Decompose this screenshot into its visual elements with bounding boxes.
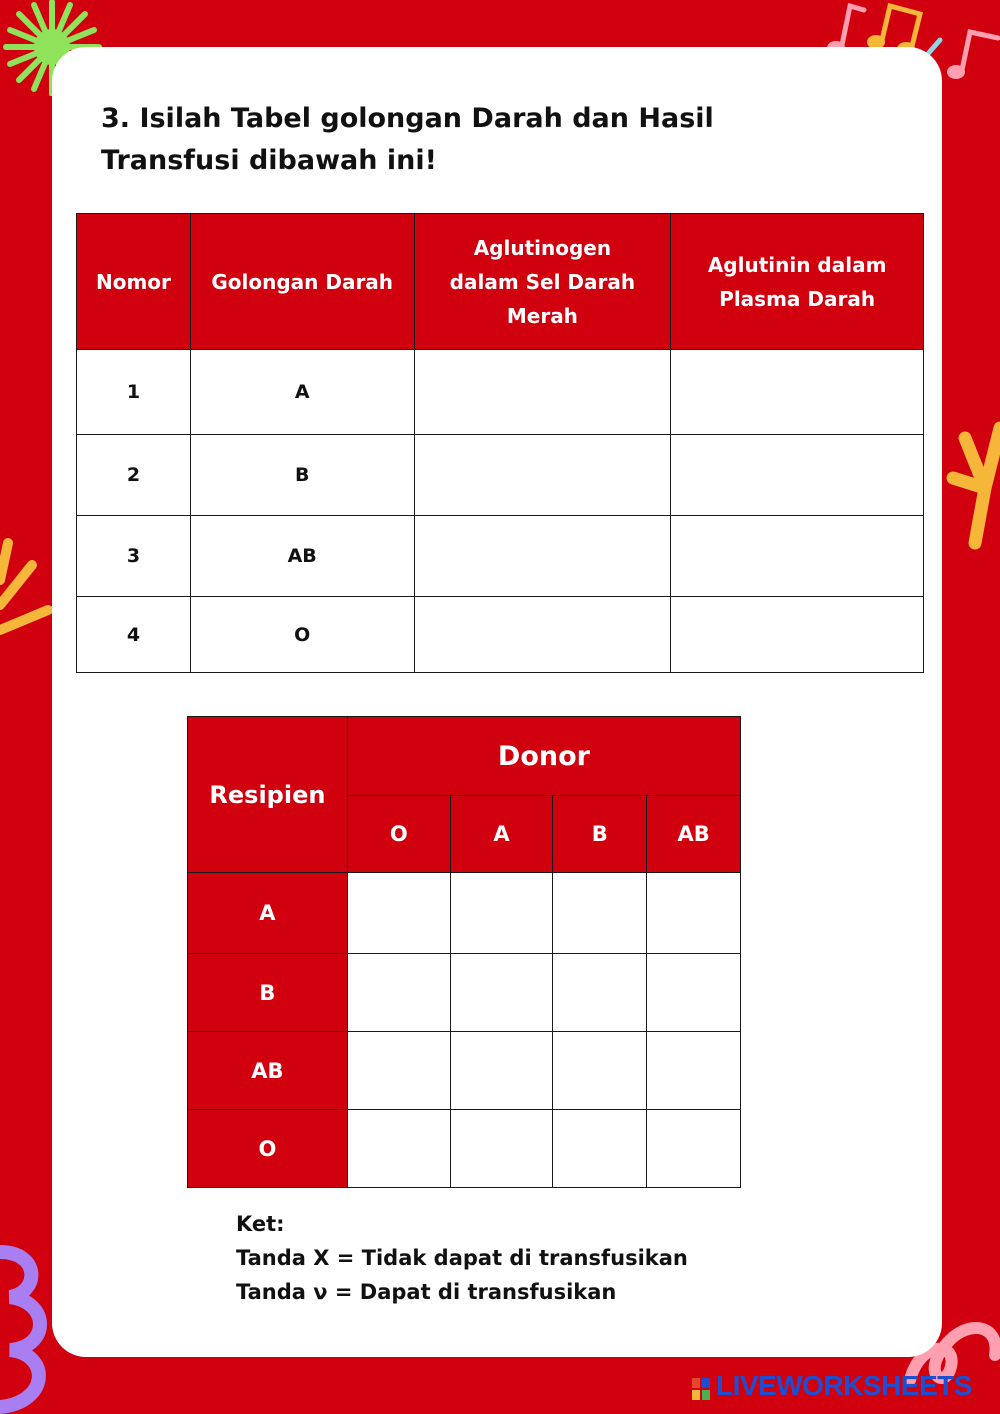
donor-type-b: B — [553, 796, 647, 873]
question-title: 3. Isilah Tabel golongan Darah dan Hasil Transfusi dibawah ini! — [101, 103, 714, 176]
liveworksheets-logo-icon — [692, 1378, 710, 1400]
row-number: 2 — [77, 435, 191, 516]
blood-group-table — [76, 213, 924, 673]
transfusion-answer-cell[interactable] — [647, 1032, 741, 1110]
donor-header-row — [188, 717, 741, 796]
table-row — [188, 1110, 741, 1188]
transfusion-answer-cell[interactable] — [347, 873, 450, 954]
transfusion-answer-cell[interactable] — [553, 1110, 647, 1188]
transfusion-answer-cell[interactable] — [450, 954, 553, 1032]
aglutinin-answer-cell[interactable] — [671, 350, 924, 435]
resipien-type: A — [188, 873, 348, 954]
row-blood-group: AB — [190, 516, 414, 597]
header-nomor: Nomor — [77, 214, 191, 350]
transfusion-answer-cell[interactable] — [450, 1110, 553, 1188]
table-row — [77, 435, 924, 516]
header-aglutinogen: Aglutinogen dalam Sel Darah Merah — [414, 214, 671, 350]
row-number: 3 — [77, 516, 191, 597]
resipien-type: AB — [188, 1032, 348, 1110]
legend-notes — [236, 1207, 688, 1309]
resipien-type: O — [188, 1110, 348, 1188]
row-number: 1 — [77, 350, 191, 435]
table-header-row — [77, 214, 924, 350]
transfusion-answer-cell[interactable] — [647, 873, 741, 954]
transfusion-answer-cell[interactable] — [553, 873, 647, 954]
header-aglutinin: Aglutinin dalam Plasma Darah — [671, 214, 924, 350]
aglutinogen-answer-cell[interactable] — [414, 350, 671, 435]
transfusion-answer-cell[interactable] — [347, 1110, 450, 1188]
aglutinogen-answer-cell[interactable] — [414, 435, 671, 516]
transfusion-answer-cell[interactable] — [347, 954, 450, 1032]
legend-line-v: Tanda ν = Dapat di transfusikan — [236, 1280, 617, 1304]
legend-heading: Ket: — [236, 1212, 285, 1236]
row-blood-group: A — [190, 350, 414, 435]
transfusion-answer-cell[interactable] — [647, 1110, 741, 1188]
aglutinogen-answer-cell[interactable] — [414, 597, 671, 673]
aglutinin-answer-cell[interactable] — [671, 435, 924, 516]
aglutinin-answer-cell[interactable] — [671, 516, 924, 597]
table-row — [77, 516, 924, 597]
row-number: 4 — [77, 597, 191, 673]
table-row — [188, 873, 741, 954]
resipien-type: B — [188, 954, 348, 1032]
transfusion-table — [187, 716, 741, 1188]
transfusion-answer-cell[interactable] — [553, 1032, 647, 1110]
transfusion-answer-cell[interactable] — [347, 1032, 450, 1110]
liveworksheets-brand[interactable]: LIVEWORKSHEETS — [716, 1370, 972, 1401]
donor-type-a: A — [450, 796, 553, 873]
donor-header: Donor — [347, 717, 740, 796]
table-row — [77, 350, 924, 435]
transfusion-answer-cell[interactable] — [450, 873, 553, 954]
orange-starburst-icon — [945, 418, 1000, 553]
aglutinin-answer-cell[interactable] — [671, 597, 924, 673]
table-row — [77, 597, 924, 673]
row-blood-group: O — [190, 597, 414, 673]
legend-line-x: Tanda X = Tidak dapat di transfusikan — [236, 1246, 688, 1270]
transfusion-answer-cell[interactable] — [647, 954, 741, 1032]
table-row — [188, 954, 741, 1032]
orange-rays-icon — [0, 535, 55, 640]
transfusion-answer-cell[interactable] — [450, 1032, 553, 1110]
donor-type-o: O — [347, 796, 450, 873]
resipien-header: Resipien — [188, 717, 348, 873]
table-row — [188, 1032, 741, 1110]
row-blood-group: B — [190, 435, 414, 516]
aglutinogen-answer-cell[interactable] — [414, 516, 671, 597]
header-golongan-darah: Golongan Darah — [190, 214, 414, 350]
transfusion-answer-cell[interactable] — [553, 954, 647, 1032]
donor-type-ab: AB — [647, 796, 741, 873]
